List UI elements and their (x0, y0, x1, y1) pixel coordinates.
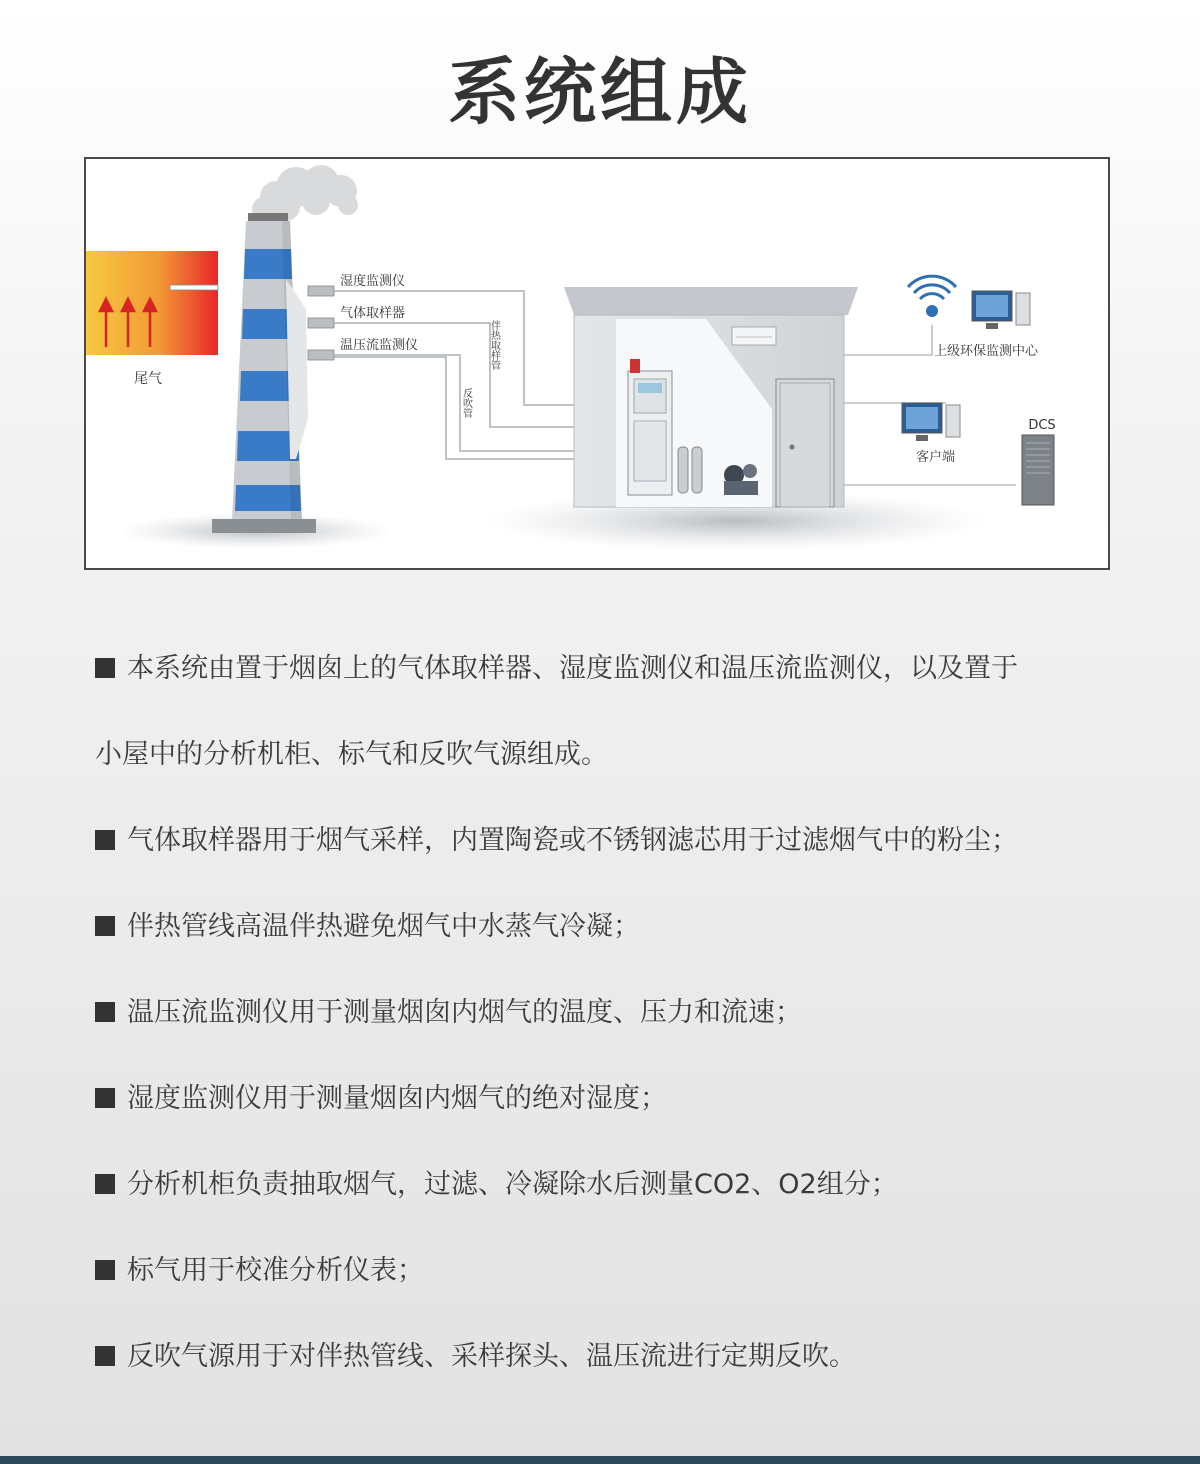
stack-sensors (308, 286, 334, 360)
page-title: 系统组成 (447, 50, 752, 134)
bullet-square-icon (95, 1346, 115, 1366)
paragraph-3: 伴热管线高温伴热避免烟气中水蒸气冷凝； (95, 884, 1105, 970)
heat-trace-tube-label: 伴热取样管 (488, 320, 500, 370)
paragraph-8: 反吹气源用于对伴热管线、采样探头、温压流进行定期反吹。 (95, 1314, 1105, 1400)
computer-icon (972, 291, 1030, 329)
paragraph-7: 标气用于校准分析仪表； (95, 1228, 1105, 1314)
exhaust-label: 尾气 (134, 371, 162, 387)
bullet-square-icon (95, 658, 115, 678)
client-label: 客户端 (916, 450, 956, 465)
paragraph-2: 气体取样器用于烟气采样，内置陶瓷或不锈钢滤芯用于过滤烟气中的粉尘； (95, 798, 1105, 884)
wireless-icon (908, 276, 956, 317)
paragraph-1: 本系统由置于烟囱上的气体取样器、湿度监测仪和温压流监测仪，以及置于 (95, 626, 1105, 712)
temp-pressure-flow-label: 温压流监测仪 (340, 338, 419, 353)
bullet-square-icon (95, 916, 115, 936)
paragraph-1-cont: 小屋中的分析机柜、标气和反吹气源组成。 (95, 739, 608, 770)
paragraph-6: 分析机柜负责抽取烟气，过滤、冷凝除水后测量CO2、O2组分； (95, 1142, 1105, 1228)
dcs-server-icon (1022, 435, 1054, 505)
blowback-tube-label: 反吹管 (460, 388, 472, 418)
paragraph-5: 湿度监测仪用于测量烟囱内烟气的绝对湿度； (95, 1056, 1105, 1142)
system-diagram (84, 157, 1110, 570)
bullet-square-icon (95, 1002, 115, 1022)
chimney-stack (212, 213, 316, 533)
exhaust-block (86, 251, 218, 355)
bullet-square-icon (95, 1088, 115, 1108)
gas-sampler-label: 气体取样器 (340, 306, 406, 321)
analyzer-house (564, 287, 858, 507)
client-computer-icon (902, 403, 960, 441)
smoke-icon (252, 165, 358, 221)
system-diagram-svg (86, 159, 1108, 568)
dcs-label: DCS (1028, 418, 1056, 433)
footer-bar (0, 1456, 1200, 1464)
bullet-square-icon (95, 1174, 115, 1194)
paragraph-4: 温压流监测仪用于测量烟囱内烟气的温度、压力和流速； (95, 970, 1105, 1056)
humidity-monitor-label: 湿度监测仪 (340, 274, 406, 289)
bullet-square-icon (95, 830, 115, 850)
bullet-square-icon (95, 1260, 115, 1280)
upper-center-label: 上级环保监测中心 (934, 344, 1039, 359)
